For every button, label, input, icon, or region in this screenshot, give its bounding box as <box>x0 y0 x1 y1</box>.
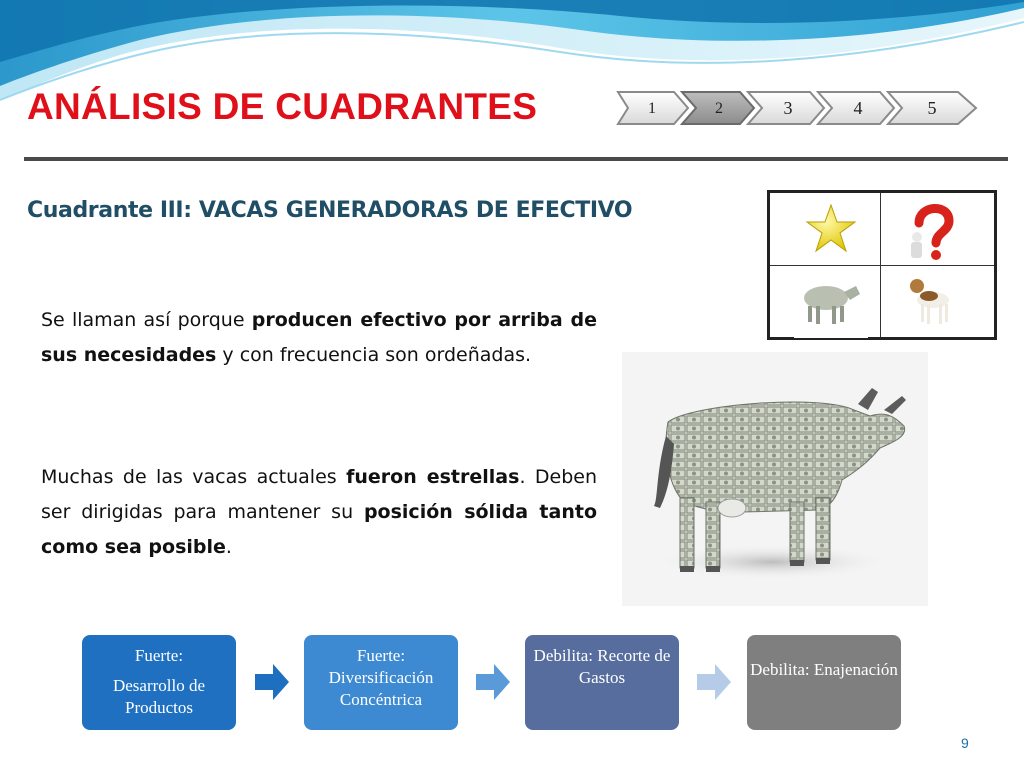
paragraph2-text-end: . <box>225 536 232 558</box>
cash-cow-illustration <box>622 352 928 606</box>
svg-text:2: 2 <box>715 100 723 117</box>
slide-title: ANÁLISIS DE CUADRANTES <box>27 86 538 127</box>
quadrant-stars <box>770 193 880 265</box>
svg-text:1: 1 <box>648 100 656 117</box>
paragraph2-text: Muchas de las vacas actuales <box>41 466 347 488</box>
section-subtitle: Cuadrante III: VACAS GENERADORAS DE EFECTIVO <box>27 198 633 223</box>
quadrant-dogs <box>881 266 991 338</box>
paragraph-recommendation <box>41 460 597 565</box>
quadrant-question-marks <box>881 193 991 265</box>
flow-step-diversificacion <box>304 635 458 730</box>
step-5[interactable] <box>888 92 976 124</box>
svg-text:4: 4 <box>853 98 863 118</box>
arrow-right-icon <box>255 664 289 700</box>
cow-image <box>622 352 928 606</box>
step-2[interactable] <box>682 92 754 124</box>
step-1[interactable] <box>618 92 688 124</box>
star-icon <box>770 193 880 265</box>
flow-step-3-text: Debilita: Recorte de Gastos <box>533 646 671 687</box>
step-navigation <box>612 86 984 134</box>
title-divider <box>24 157 1008 161</box>
paragraph1-text: Se llaman así porque <box>41 309 252 331</box>
quadrant-cash-cows <box>770 266 880 338</box>
svg-text:5: 5 <box>927 98 937 118</box>
bcg-quadrant-grid <box>767 190 997 340</box>
page-number: 9 <box>961 735 969 751</box>
paragraph1-emphasis: producen efectivo por arriba de sus necesidades <box>41 309 597 366</box>
flow-step-enajenacion <box>747 635 901 730</box>
arrow-right-icon <box>697 664 731 700</box>
flow-step-1-heading: Fuerte: <box>134 646 184 665</box>
cow-icon <box>770 266 880 338</box>
paragraph1-text-end: y con frecuencia son ordeñadas. <box>216 344 532 366</box>
paragraph-definition <box>41 303 597 373</box>
flow-step-recorte-gastos <box>525 635 679 730</box>
dog-icon <box>881 266 991 338</box>
arrow-right-icon <box>476 664 510 700</box>
flow-step-1-text: Desarrollo de Productos <box>112 676 206 717</box>
flow-step-2-text: Fuerte: Diversificación Concéntrica <box>328 646 434 709</box>
paragraph2-emphasis-2: posición sólida tanto como sea posible <box>41 501 597 558</box>
flow-step-desarrollo-productos <box>82 635 236 730</box>
step-4[interactable] <box>818 92 894 124</box>
flow-step-4-text: Debilita: Enajenación <box>750 660 898 679</box>
step-3[interactable] <box>748 92 824 124</box>
svg-text:3: 3 <box>783 98 793 118</box>
question-mark-icon <box>881 193 991 265</box>
paragraph2-text-mid: . Deben ser dirigidas para mantener su <box>41 466 598 523</box>
paragraph2-emphasis: fueron estrellas <box>346 466 520 488</box>
